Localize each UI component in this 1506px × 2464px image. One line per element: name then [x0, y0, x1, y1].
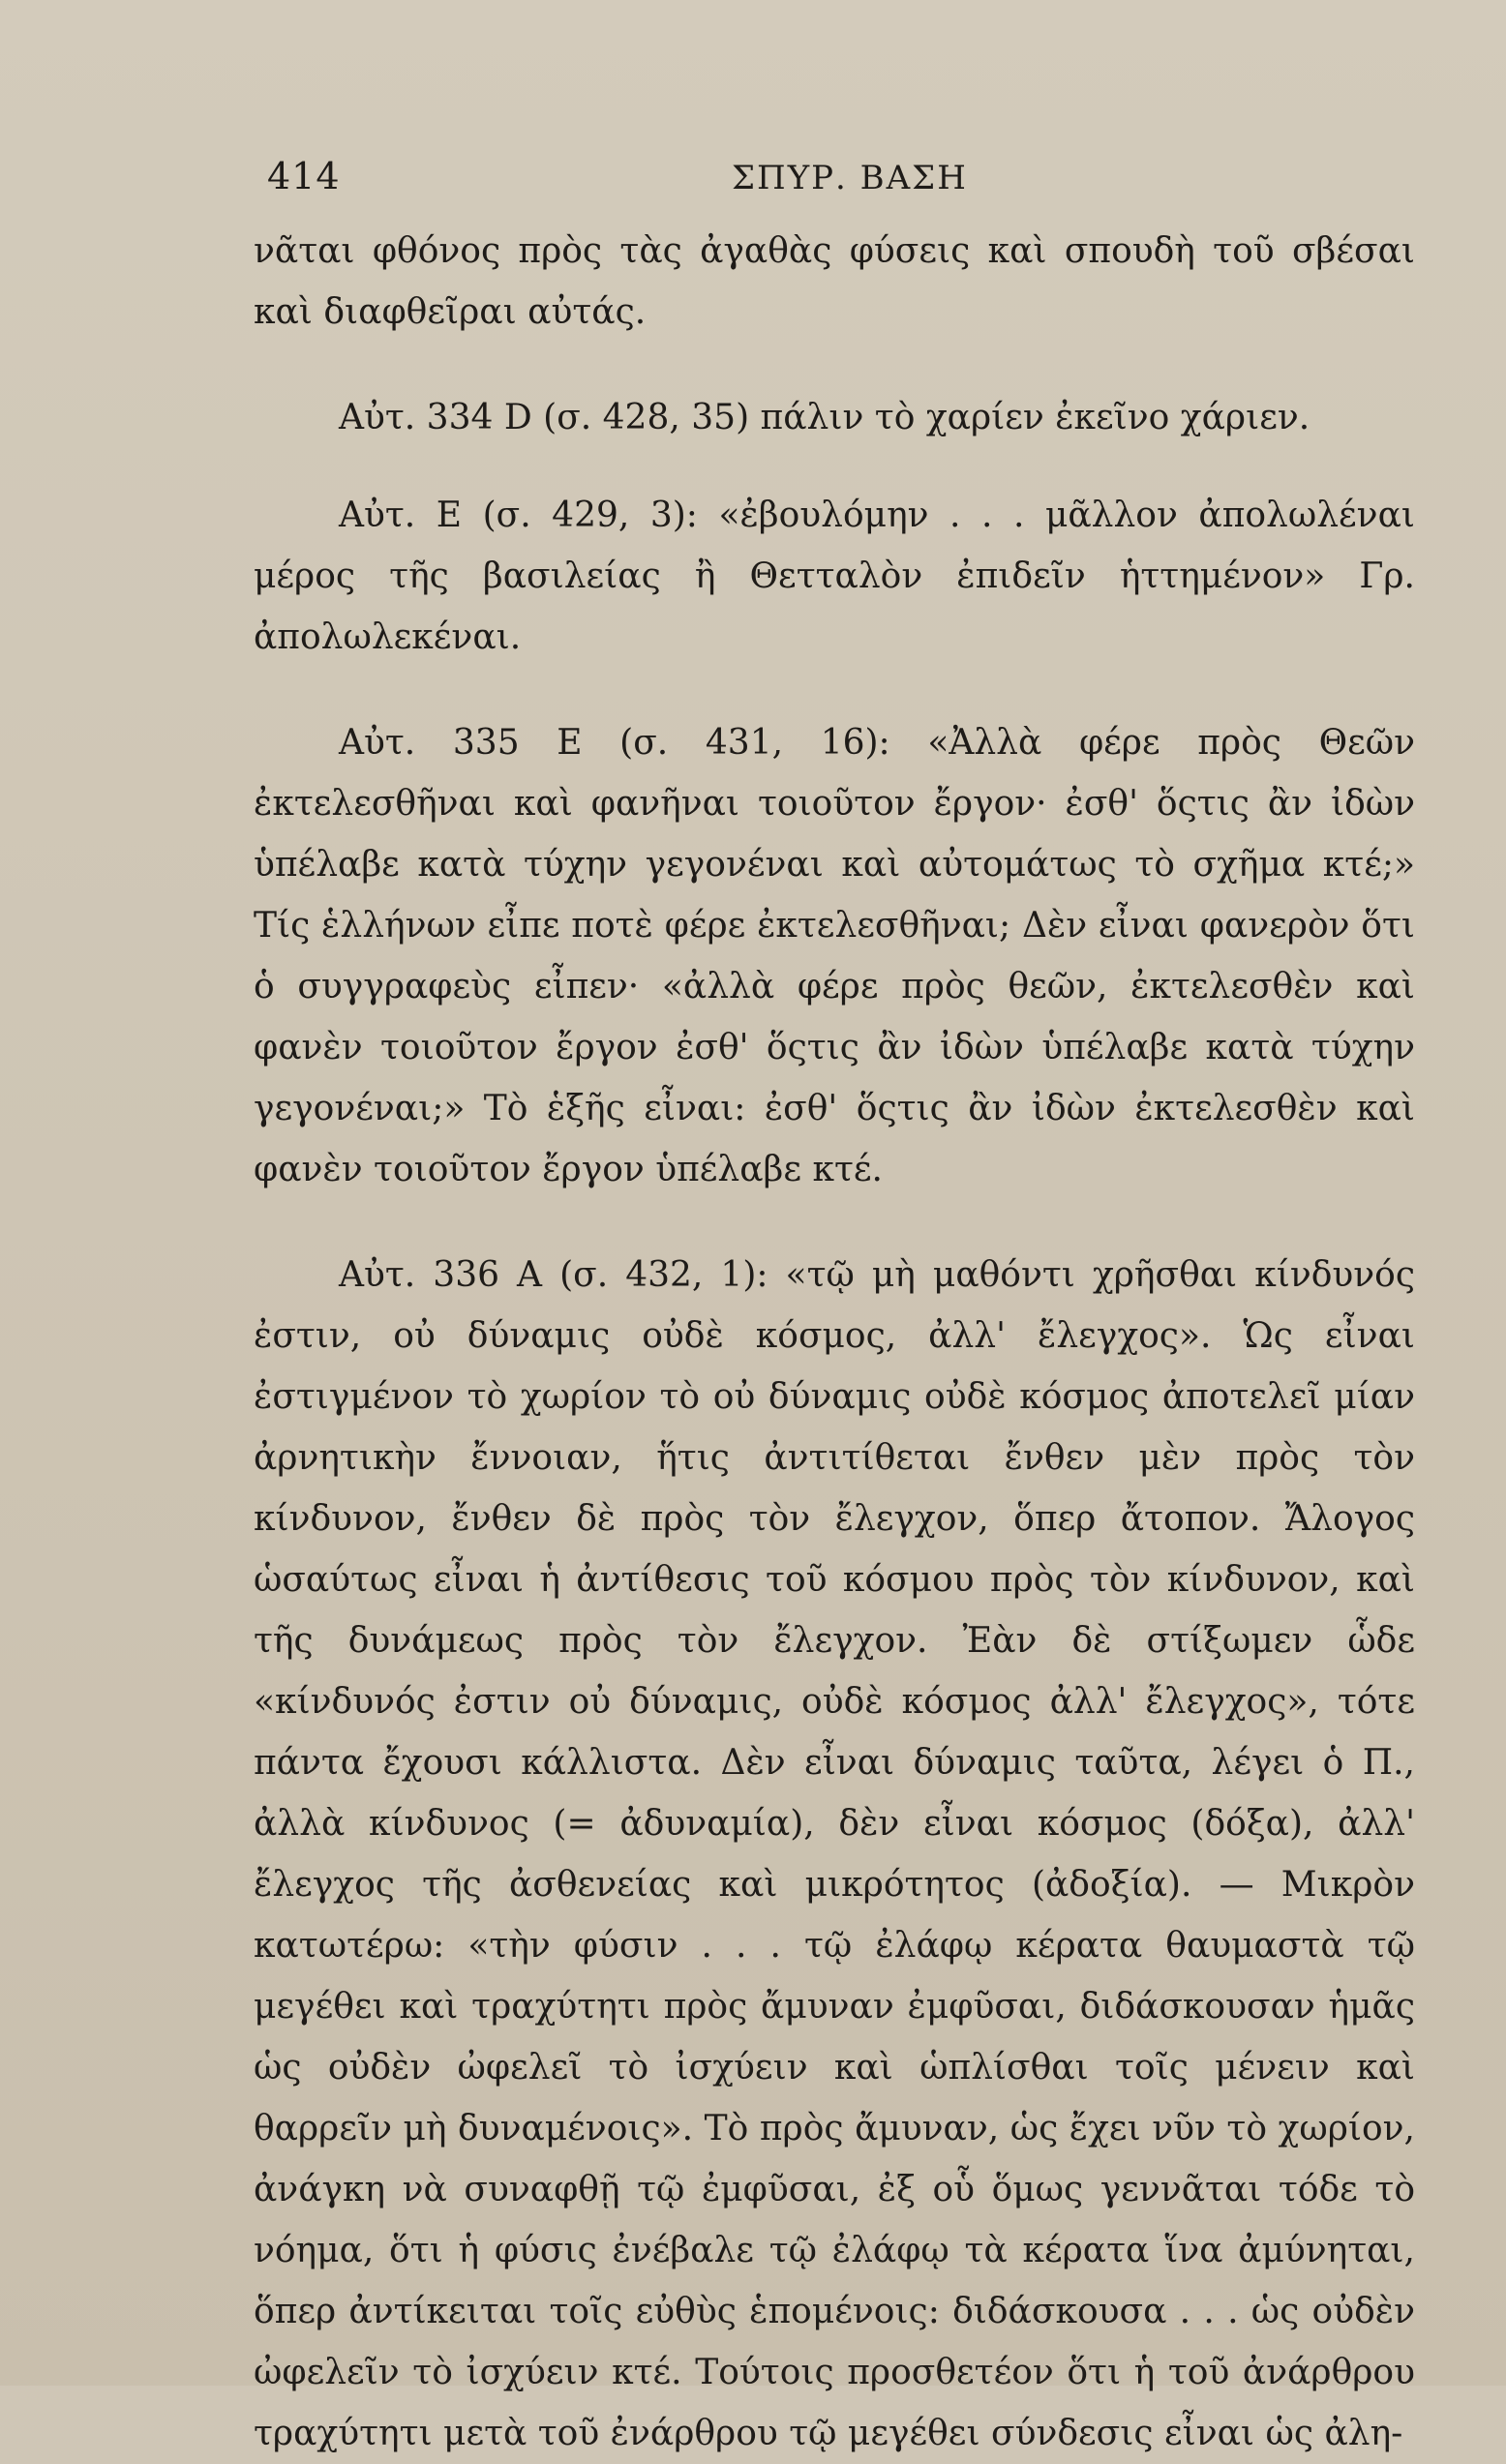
- paragraph-335e: Αὐτ. 335 E (σ. 431, 16): «Ἀλλὰ φέρε πρὸς Θεῶν ἐκτελεσθῆναι καὶ φανῆναι τοιοῦτον ἔργον· ἐσθ' ὅςτις ἂν ἰδὼν ὑπέλαβε κατὰ τύχην γεγονέναι καὶ αὐτομάτως τὸ σχῆμα κτέ;» Τίς ἑλλήνων εἶπε ποτὲ φέρε ἐκτελεσθῆναι; Δὲν εἶναι φανερὸν ὅτι ὁ συγγραφεὺς εἶπεν· «ἀλλὰ φέρε πρὸς θεῶν, ἐκτελεσθὲν καὶ φανὲν τοιοῦτον ἔργον ἐσθ' ὅςτις ἂν ἰδὼν ὑπέλαβε κατὰ τύχην γεγονέναι;» Τὸ ἑξῆς εἶναι: ἐσθ' ὅςτις ἂν ἰδὼν ἐκτελεσθὲν καὶ φανὲν τοιοῦτον ἔργον ὑπέλαβε κτέ.: [254, 723, 1415, 1189]
- paragraph-334e: Αὐτ. E (σ. 429, 3): «ἐβουλόμην . . . μᾶλλον ἀπολωλέναι μέρος τῆς βασιλείας ἢ Θετταλὸν ἐπιδεῖν ἡττημένον» Γρ. ἀπολωλεκέναι.: [254, 496, 1415, 657]
- page-number: 414: [267, 155, 341, 197]
- paragraph-continuation: νᾶται φθόνος πρὸς τὰς ἀγαθὰς φύσεις καὶ σπουδὴ τοῦ σβέσαι καὶ διαφθεῖραι αὐτάς.: [254, 231, 1415, 332]
- page-header: [267, 155, 1390, 213]
- paragraph-334d: Αὐτ. 334 D (σ. 428, 35) πάλιν τὸ χαρίεν ἐκεῖνο χάριεν.: [339, 398, 1310, 437]
- body-text: [254, 221, 1415, 2464]
- running-head: ΣΠΥΡ. ΒΑΣΗ: [732, 159, 968, 197]
- paragraph-336a: Αὐτ. 336 A (σ. 432, 1): «τῷ μὴ μαθόντι χρῆσθαι κίνδυνός ἐστιν, οὐ δύναμις οὐδὲ κόσμος, ἀλλ' ἔλεγχος». Ὡς εἶναι ἐστιγμένον τὸ χωρίον τὸ οὐ δύναμις οὐδὲ κόσμος ἀποτελεῖ μίαν ἀρνητικὴν ἔννοιαν, ἥτις ἀντιτίθεται ἔνθεν μὲν πρὸς τὸν κίνδυνον, ἔνθεν δὲ πρὸς τὸν ἔλεγχον, ὅπερ ἄτοπον. Ἄλογος ὡσαύτως εἶναι ἡ ἀντίθεσις τοῦ κόσμου πρὸς τὸν κίνδυνον, καὶ τῆς δυνάμεως πρὸς τὸν ἔλεγχον. Ἐὰν δὲ στίξωμεν ὧδε «κίνδυνός ἐστιν οὐ δύναμις, οὐδὲ κόσμος ἀλλ' ἔλεγχος», τότε πάντα ἔχουσι κάλλιστα. Δὲν εἶναι δύναμις ταῦτα, λέγει ὁ Π., ἀλλὰ κίνδυνος (= ἀδυναμία), δὲν εἶναι κόσμος (δόξα), ἀλλ' ἔλεγχος τῆς ἀσθενείας καὶ μικρότητος (ἀδοξία). — Μικρὸν κατωτέρω: «τὴν φύσιν . . . τῷ ἐλάφῳ κέρατα θαυμαστὰ τῷ μεγέθει καὶ τραχύτητι πρὸς ἄμυναν ἐμφῦσαι, διδάσκουσαν ἡμᾶς ὡς οὐδὲν ὠφελεῖ τὸ ἰσχύειν καὶ ὡπλίσθαι τοῖς μένειν καὶ θαρρεῖν μὴ δυναμένοις». Τὸ πρὸς ἄμυναν, ὡς ἔχει νῦν τὸ χωρίον, ἀνάγκη νὰ συναφθῇ τῷ ἐμφῦσαι, ἐξ οὗ ὅμως γεννᾶται τόδε τὸ νόημα, ὅτι ἡ φύσις ἐνέβαλε τῷ ἐλάφῳ τὰ κέρατα ἵνα ἀμύνηται, ὅπερ ἀντίκειται τοῖς εὐθὺς ἑπομένοις: διδάσκουσα . . . ὡς οὐδὲν ὠφελεῖν τὸ ἰσχύειν κτέ. Τούτοις προσθετέον ὅτι ἡ τοῦ ἀνάρθρου τραχύτητι μετὰ τοῦ ἐνάρθρου τῷ μεγέθει σύνδεσις εἶναι ὡς ἀλη-: [254, 1255, 1415, 2453]
